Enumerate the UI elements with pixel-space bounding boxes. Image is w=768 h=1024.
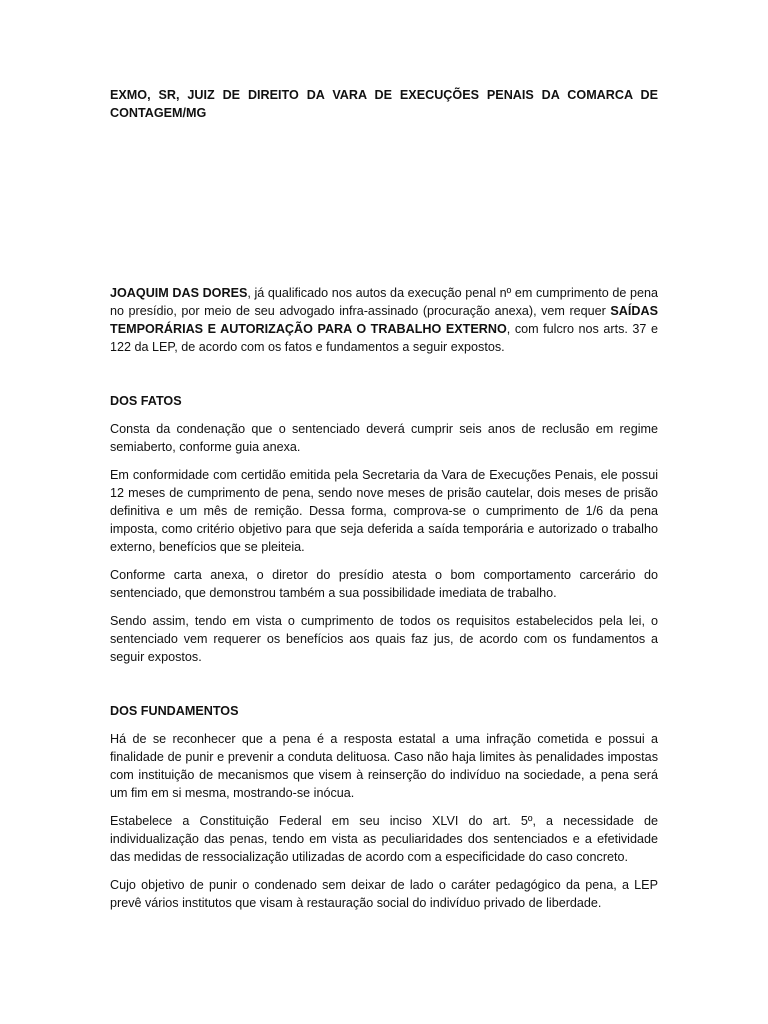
document-header: EXMO, SR, JUIZ DE DIREITO DA VARA DE EXECUÇÕES PENAIS DA COMARCA DE CONTAGEM/MG — [110, 88, 658, 120]
request-title: SAÍDAS TEMPORÁRIAS E AUTORIZAÇÃO PARA O TRABALHO EXTERNO — [110, 304, 658, 336]
fundamentos-paragraph: Cujo objetivo de punir o condenado sem deixar de lado o caráter pedagógico da pena, a LEP prevê vários institutos que visam à restauração social do indivíduo privado de liberdade. — [110, 878, 658, 910]
section-title-fundamentos: DOS FUNDAMENTOS — [110, 704, 239, 718]
intro-text-after: , com fulcro nos arts. 37 e 122 da LEP, de acordo com os fatos e fundamentos a seguir expostos. — [110, 322, 658, 354]
defendant-name: JOAQUIM DAS DORES — [110, 286, 248, 300]
intro-text-before: , já qualificado nos autos da execução penal nº em cumprimento de pena no presídio, por meio de seu advogado infra-assinado (procuração anexa), vem requer — [110, 286, 658, 318]
section-title-fatos: DOS FATOS — [110, 394, 182, 408]
fatos-paragraph: Conforme carta anexa, o diretor do presídio atesta o bom comportamento carcerário do sentenciado, que demonstrou também a sua possibilidade imediata de trabalho. — [110, 568, 658, 600]
fundamentos-paragraph: Há de se reconhecer que a pena é a resposta estatal a uma infração cometida e possui a finalidade de punir e prevenir a conduta delituosa. Caso não haja limites às penalidades impostas com instituição de mecanismos que visem à reinserção do indivíduo na sociedade, a pena será um fim em si mesma, mostrando-se inócua. — [110, 732, 658, 800]
fatos-paragraph: Em conformidade com certidão emitida pela Secretaria da Vara de Execuções Penais, ele possui 12 meses de cumprimento de pena, sendo nove meses de prisão cautelar, dois meses de prisão definitiva e um mês de remição. Dessa forma, comprova-se o cumprimento de 1/6 da pena imposta, como critério objetivo para que seja deferida a saída temporária e autorizado o trabalho externo, benefícios que se pleiteia. — [110, 468, 658, 554]
fundamentos-paragraph: Estabelece a Constituição Federal em seu inciso XLVI do art. 5º, a necessidade de individualização das penas, tendo em vista as peculiaridades dos sentenciados e a efetividade das medidas de ressocialização utilizadas de acordo com a especificidade do caso concreto. — [110, 814, 658, 864]
fatos-paragraph: Sendo assim, tendo em vista o cumprimento de todos os requisitos estabelecidos pela lei, o sentenciado vem requerer os benefícios aos quais faz jus, de acordo com os fundamentos a seguir expostos. — [110, 614, 658, 664]
document-page — [110, 86, 658, 922]
intro-paragraph — [110, 284, 658, 356]
fatos-paragraph: Consta da condenação que o sentenciado deverá cumprir seis anos de reclusão em regime semiaberto, conforme guia anexa. — [110, 422, 658, 454]
